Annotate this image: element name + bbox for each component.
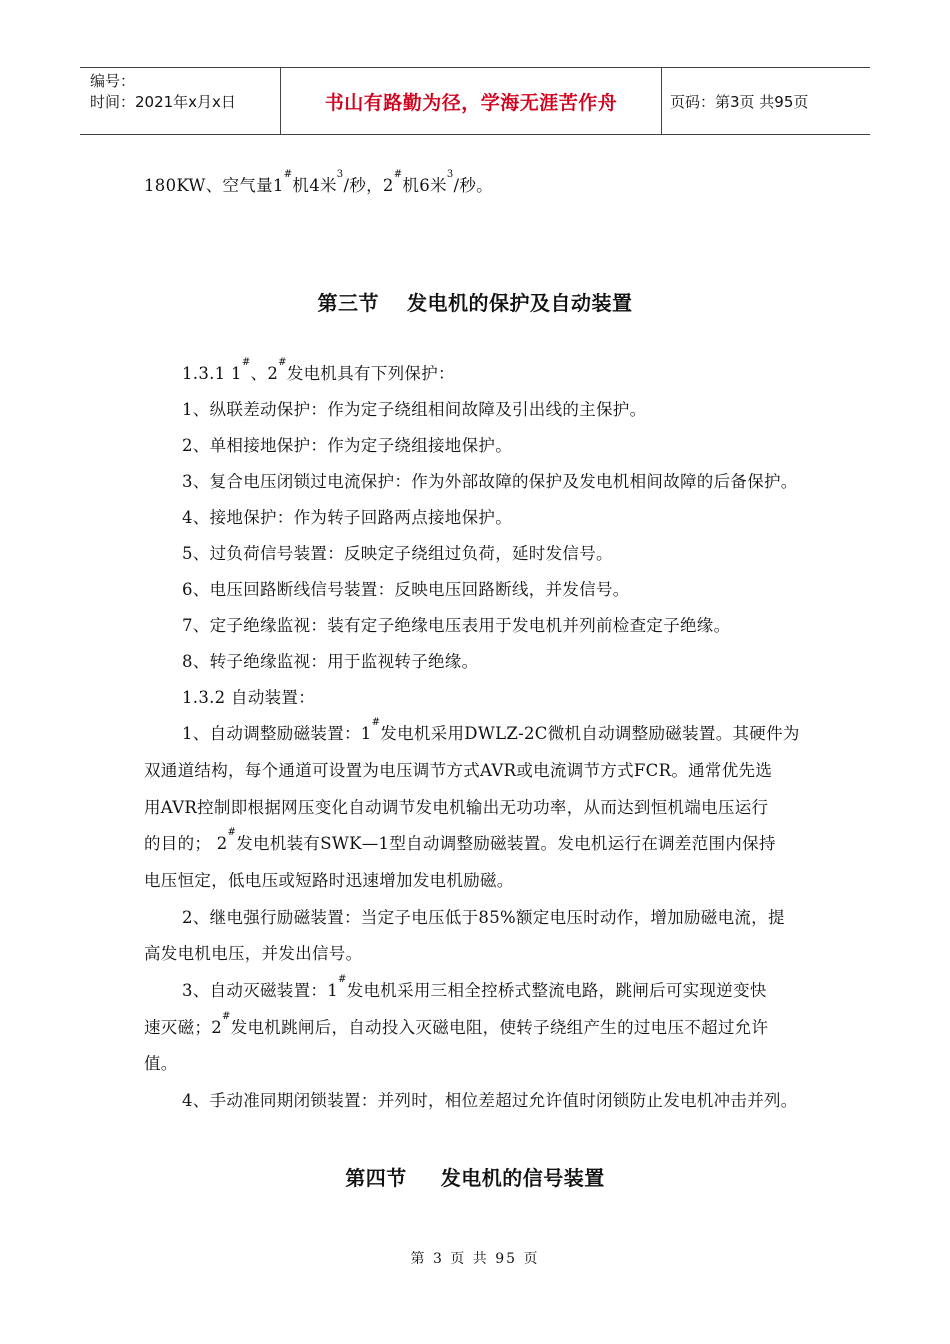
paragraph-text: 发电机跳闸后，自动投入灭磁电阻，使转子绕组产生的过电压不超过允许 bbox=[230, 1018, 769, 1037]
paragraph-line bbox=[144, 827, 776, 854]
intro-text: /秒，2 bbox=[343, 176, 394, 195]
superscript: # bbox=[371, 717, 381, 728]
paragraph-line: 2、继电强行励磁装置：当定子电压低于85%额定电压时动作，增加励磁电流，提 bbox=[182, 908, 785, 927]
list-item: 4、接地保护：作为转子回路两点接地保护。 bbox=[182, 508, 512, 527]
intro-text: 机6米 bbox=[402, 176, 447, 195]
paragraph-line: 4、手动准同期闭锁装置：并列时，相位差超过允许值时闭锁防止发电机冲击并列。 bbox=[182, 1091, 798, 1110]
intro-line bbox=[144, 169, 493, 196]
paragraph-text: 速灭磁；2 bbox=[144, 1018, 222, 1037]
list-item: 2、单相接地保护：作为定子绕组接地保护。 bbox=[182, 436, 512, 455]
list-item: 5、过负荷信号装置：反映定子绕组过负荷，延时发信号。 bbox=[182, 544, 613, 563]
paragraph-text: 1、自动调整励磁装置：1 bbox=[182, 724, 372, 743]
list-item: 6、电压回路断线信号装置：反映电压回路断线，并发信号。 bbox=[182, 580, 630, 599]
header-motto: 书山有路勤为径，学海无涯苦作舟 bbox=[281, 68, 662, 134]
paragraph-text: 的目的； 2 bbox=[144, 834, 228, 853]
paragraph-line: 值。 bbox=[144, 1054, 178, 1073]
section-number: 第三节 bbox=[317, 291, 379, 315]
subsection-text: 发电机具有下列保护： bbox=[286, 364, 455, 383]
page-footer: 第 3 页 共 95 页 bbox=[410, 1251, 540, 1267]
section-heading-4 bbox=[0, 1162, 950, 1191]
superscript: # bbox=[283, 169, 293, 180]
page-header bbox=[80, 67, 870, 135]
paragraph-text: 3、自动灭磁装置：1 bbox=[182, 981, 338, 1000]
superscript: 3 bbox=[336, 169, 344, 180]
subsection-1-3-2: 1.3.2 自动装置： bbox=[182, 688, 316, 707]
paragraph-text: 发电机采用三相全控桥式整流电路，跳闸后可实现逆变快 bbox=[346, 981, 767, 1000]
subsection-text: 、2 bbox=[250, 364, 279, 383]
paragraph-line bbox=[144, 1011, 769, 1038]
list-item: 1、纵联差动保护：作为定子绕组相间故障及引出线的主保护。 bbox=[182, 400, 647, 419]
code-label: 编号： bbox=[90, 72, 136, 90]
paragraph-line: 高发电机电压，并发出信号。 bbox=[144, 944, 363, 963]
paragraph-line: 用AVR控制即根据网压变化自动调节发电机输出无功功率，从而达到恒机端电压运行 bbox=[144, 798, 769, 817]
paragraph-line: 双通道结构，每个通道可设置为电压调节方式AVR或电流调节方式FCR。通常优先选 bbox=[144, 761, 773, 780]
paragraph-text: 发电机采用DWLZ-2C微机自动调整励磁装置。其硬件为 bbox=[380, 724, 800, 743]
section-title: 发电机的信号装置 bbox=[440, 1166, 605, 1190]
list-item: 3、复合电压闭锁过电流保护：作为外部故障的保护及发电机相间故障的后备保护。 bbox=[182, 472, 798, 491]
list-item: 8、转子绝缘监视：用于监视转子绝缘。 bbox=[182, 652, 479, 671]
paragraph-line: 电压恒定，低电压或短路时迅速增加发电机励磁。 bbox=[144, 871, 514, 890]
superscript: # bbox=[338, 974, 347, 985]
paragraph-line bbox=[182, 974, 767, 1001]
subsection-1-3-1 bbox=[182, 357, 455, 384]
header-meta bbox=[80, 68, 281, 134]
superscript: # bbox=[393, 169, 403, 180]
section-title: 发电机的保护及自动装置 bbox=[407, 291, 633, 315]
list-item: 7、定子绝缘监视：装有定子绝缘电压表用于发电机并列前检查定子绝缘。 bbox=[182, 616, 731, 635]
intro-text: 180KW、空气量1 bbox=[144, 176, 284, 195]
section-heading-3 bbox=[0, 287, 950, 316]
paragraph-text: 发电机装有SWK—1型自动调整励磁装置。发电机运行在调差范围内保持 bbox=[236, 834, 776, 853]
superscript: # bbox=[241, 357, 251, 368]
section-number: 第四节 bbox=[345, 1166, 407, 1190]
subsection-text: 1.3.1 1 bbox=[182, 364, 242, 383]
superscript: # bbox=[278, 357, 287, 368]
superscript: # bbox=[227, 827, 237, 838]
intro-text: 机4米 bbox=[292, 176, 337, 195]
header-page-info: 页码：第3页 共95页 bbox=[670, 92, 809, 111]
superscript: # bbox=[222, 1011, 231, 1022]
intro-text: /秒。 bbox=[453, 176, 493, 195]
date-label: 时间：2021年x月x日 bbox=[90, 93, 236, 111]
superscript: 3 bbox=[446, 169, 454, 180]
paragraph-line bbox=[182, 717, 800, 744]
